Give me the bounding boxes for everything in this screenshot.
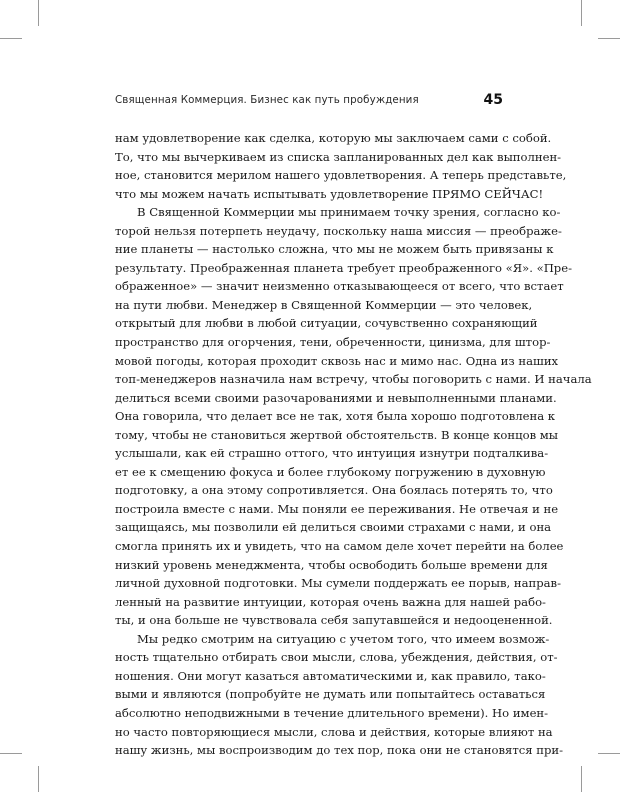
text-line: открытый для любви в любой ситуации, сочувственно сохраняющий bbox=[115, 316, 538, 331]
crop-mark bbox=[0, 753, 22, 754]
text-line: ношения. Они могут казаться автоматическими и, как правило, тако- bbox=[115, 668, 546, 683]
text-line: Она говорила, что делает все не так, хотя была хорошо подготовлена к bbox=[115, 409, 556, 424]
text-line: ние планеты — настолько сложна, что мы не можем быть привязаны к bbox=[115, 242, 554, 257]
text-line: нашу жизнь, мы воспроизводим до тех пор, пока они не становятся при- bbox=[115, 743, 564, 758]
text-line: выми и являются (попробуйте не думать или попытайтесь оставаться bbox=[115, 687, 546, 702]
text-line: ображенное» — значит неизменно отказывающееся от всего, что встает bbox=[115, 279, 564, 294]
text-line: То, что мы вычеркиваем из списка запланированных дел как выполнен- bbox=[115, 149, 562, 164]
text-line: на пути любви. Менеджер в Священной Коммерции — это человек, bbox=[115, 297, 533, 312]
text-line: мовой погоды, которая проходит сквозь нас и мимо нас. Одна из наших bbox=[115, 353, 559, 368]
text-line: абсолютно неподвижными в течение длительного времени). Но имен- bbox=[115, 705, 549, 720]
text-line: ты, и она больше не чувствовала себя запутавшейся и недооцененной. bbox=[115, 613, 553, 628]
text-line: результату. Преображенная планета требует преображенного «Я». «Пре- bbox=[115, 260, 573, 275]
crop-mark bbox=[38, 0, 39, 26]
text-line: В Священной Коммерции мы принимаем точку зрения, согласно ко- bbox=[137, 205, 561, 220]
text-line: пространство для огорчения, тени, обреченности, цинизма, для штор- bbox=[115, 335, 551, 350]
page-number: 45 bbox=[483, 92, 503, 108]
crop-mark bbox=[598, 38, 620, 39]
text-line: ное, становится мерилом нашего удовлетворения. А теперь представьте, bbox=[115, 168, 567, 183]
text-line: построила вместе с нами. Мы поняли ее переживания. Не отвечая и не bbox=[115, 501, 559, 516]
text-line: тому, чтобы не становиться жертвой обстоятельств. В конце концов мы bbox=[115, 427, 559, 442]
text-line: ленный на развитие интуиции, которая очень важна для нашей рабо- bbox=[115, 594, 546, 609]
text-line: топ-менеджеров назначила нам встречу, чтобы поговорить с нами. И начала bbox=[115, 372, 592, 387]
crop-mark bbox=[581, 0, 582, 26]
body-text bbox=[115, 129, 592, 760]
text-line: Мы редко смотрим на ситуацию с учетом того, что имеем возмож- bbox=[137, 631, 550, 646]
text-line: делиться всеми своими разочарованиями и невыполненными планами. bbox=[115, 390, 557, 405]
crop-mark bbox=[581, 766, 582, 792]
text-line: смогла принять их и увидеть, что на самом деле хочет перейти на более bbox=[115, 539, 564, 554]
text-line: защищаясь, мы позволили ей делиться своими страхами с нами, и она bbox=[115, 520, 552, 535]
text-line: услышали, как ей страшно оттого, что интуиция изнутри подталкива- bbox=[115, 446, 549, 461]
text-line: что мы можем начать испытывать удовлетворение ПРЯМО СЕЙЧАС! bbox=[115, 186, 544, 201]
crop-mark bbox=[38, 766, 39, 792]
text-line: нам удовлетворение как сделка, которую мы заключаем сами с собой. bbox=[115, 131, 552, 145]
text-line: личной духовной подготовки. Мы сумели поддержать ее порыв, направ- bbox=[115, 576, 561, 591]
text-line: низкий уровень менеджмента, чтобы освободить больше времени для bbox=[115, 557, 548, 572]
page-header bbox=[115, 92, 503, 112]
text-line: но часто повторяющиеся мысли, слова и действия, которые влияют на bbox=[115, 724, 553, 739]
text-line: ность тщательно отбирать свои мысли, слова, убеждения, действия, от- bbox=[115, 650, 558, 665]
running-title: Священная Коммерция. Бизнес как путь пробуждения bbox=[115, 94, 419, 106]
text-line: подготовку, а она этому сопротивляется. Она боялась потерять то, что bbox=[115, 483, 553, 498]
crop-mark bbox=[0, 38, 22, 39]
crop-mark bbox=[598, 753, 620, 754]
text-line: торой нельзя потерпеть неудачу, поскольку наша миссия — преображе- bbox=[115, 223, 562, 238]
text-line: ет ее к смещению фокуса и более глубокому погружению в духовную bbox=[115, 464, 546, 479]
